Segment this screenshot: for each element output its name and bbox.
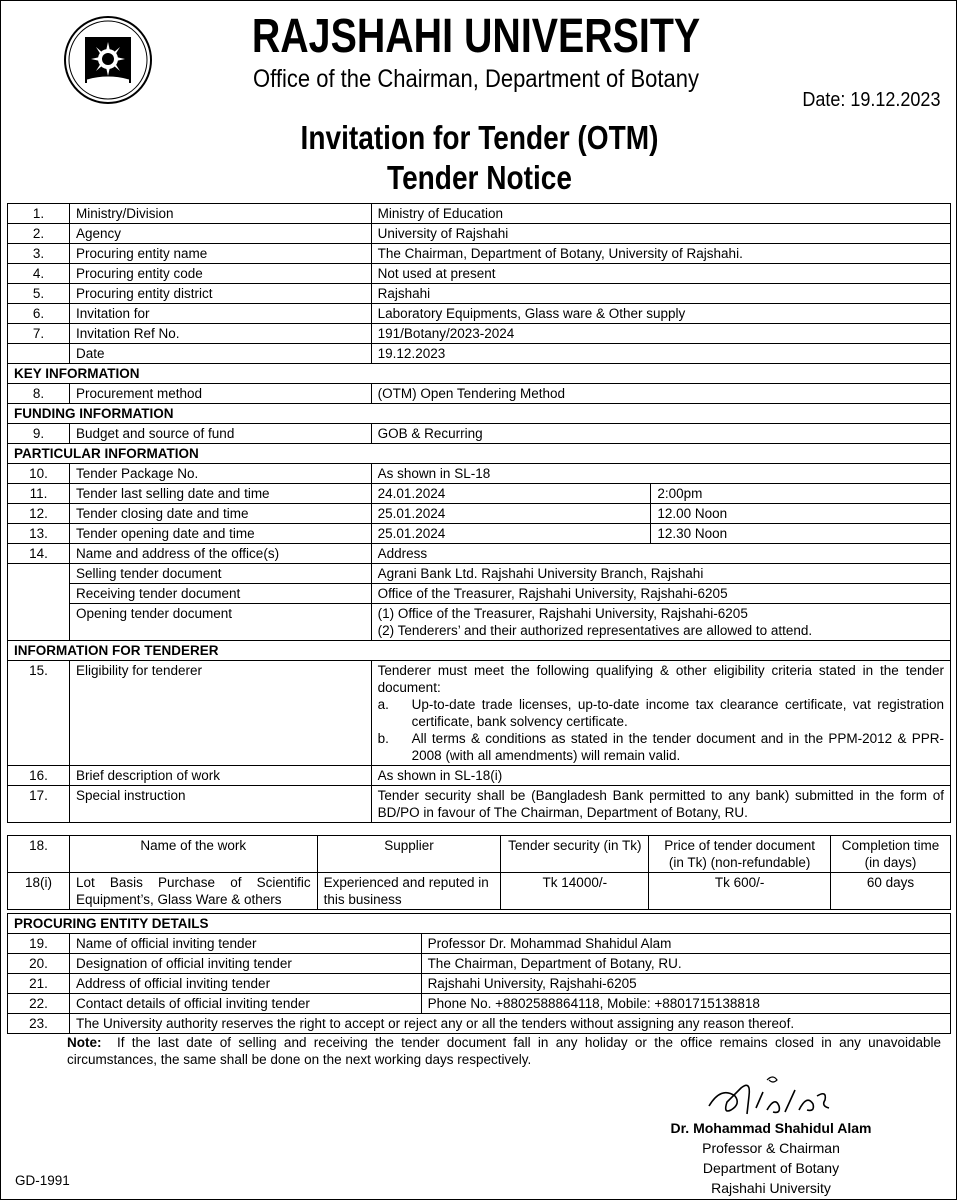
table-row: 20. Designation of official inviting tender The Chairman, Department of Botany, RU. (8, 954, 951, 974)
section-heading: KEY INFORMATION (8, 364, 951, 384)
table-row: 5. Procuring entity district Rajshahi (8, 284, 951, 304)
signatory-block (651, 1118, 891, 1198)
signatory-title: Professor & Chairman (702, 1140, 840, 1156)
signatory-name: Dr. Mohammad Shahidul Alam (670, 1120, 872, 1136)
list-item: b. All terms & conditions as stated in the tender document and in the PPM-2012 & PPR-2008 (with all amendments) will remain valid. (377, 731, 944, 763)
opening-doc-line1: (1) Office of the Treasurer, Rajshahi University, Rajshahi-6205 (377, 606, 748, 621)
table-row: 2. Agency University of Rajshahi (8, 224, 951, 244)
table-row: 18(i) Lot Basis Purchase of Scientific Equipment’s, Glass Ware & others Experienced and reputed in this business Tk 14000/- Tk 600/- 60 days (8, 873, 951, 910)
table-row: 15. Eligibility for tenderer Tenderer must meet the following qualifying & other eligibility criteria stated in the tender document: a. Up-to-date trade licenses, up-to-date income tax clearance certificate, vat registration certificate, bank solvency certificate. b. All terms & conditions as stated in the tender document and in the PPM-2012 & PPR-2008 (with all amendments) will remain valid. (8, 661, 951, 766)
note-label: Note: (67, 1035, 102, 1050)
table-row: 11. Tender last selling date and time 24.01.2024 2:00pm (8, 484, 951, 504)
notice-subtitle: Tender Notice (387, 159, 572, 196)
section-heading: PARTICULAR INFORMATION (8, 444, 951, 464)
university-logo-icon (63, 15, 153, 105)
office-name: Office of the Chairman, Department of Botany (253, 65, 699, 93)
table-row: 23. The University authority reserves the right to accept or reject any or all the tenders without assigning any reason thereof. (8, 1014, 951, 1034)
table-row: 19. Name of official inviting tender Professor Dr. Mohammad Shahidul Alam (8, 934, 951, 954)
section-heading: FUNDING INFORMATION (8, 404, 951, 424)
section-heading: PROCURING ENTITY DETAILS (8, 914, 951, 934)
section-heading: INFORMATION FOR TENDERER (8, 641, 951, 661)
table-row: 1. Ministry/Division Ministry of Education (8, 204, 951, 224)
table-row: 14. Name and address of the office(s) Address (8, 544, 951, 564)
table-row: 13. Tender opening date and time 25.01.2024 12.30 Noon (8, 524, 951, 544)
tender-table (7, 203, 951, 823)
signatory-university: Rajshahi University (711, 1180, 831, 1196)
table-row: Receiving tender document Office of the Treasurer, Rajshahi University, Rajshahi-6205 (8, 584, 951, 604)
table-row: 6. Invitation for Laboratory Equipments, Glass ware & Other supply (8, 304, 951, 324)
notice-date: Date: 19.12.2023 (801, 89, 940, 111)
university-name: RAJSHAHI UNIVERSITY (251, 10, 701, 63)
signature-mark (701, 1066, 861, 1126)
table-row: Opening tender document (1) Office of the Treasurer, Rajshahi University, Rajshahi-6205 (2) Tenderers’ and their authorized representatives are allowed to attend. (8, 604, 951, 641)
gd-code: GD-1991 (15, 1173, 70, 1188)
work-table (7, 835, 951, 910)
table-row: 10. Tender Package No. As shown in SL-18 (8, 464, 951, 484)
notice-title: Invitation for Tender (OTM) (300, 119, 659, 156)
table-row: 7. Invitation Ref No. 191/Botany/2023-2024 (8, 324, 951, 344)
footer-note (67, 1034, 941, 1068)
table-row: 21. Address of official inviting tender Rajshahi University, Rajshahi-6205 (8, 974, 951, 994)
note-text: If the last date of selling and receiving the tender document fall in any holiday or the office remains closed in any unavoidable circumstances, the same shall be done on the next working days respectively. (67, 1035, 941, 1067)
signatory-department: Department of Botany (702, 1160, 840, 1176)
opening-doc-line2: (2) Tenderers’ and their authorized representatives are allowed to attend. (377, 623, 813, 638)
table-row: 12. Tender closing date and time 25.01.2024 12.00 Noon (8, 504, 951, 524)
table-row: Date 19.12.2023 (8, 344, 951, 364)
table-row: 8. Procurement method (OTM) Open Tendering Method (8, 384, 951, 404)
list-item: a. Up-to-date trade licenses, up-to-date income tax clearance certificate, vat registration certificate, bank solvency certificate. (377, 697, 944, 729)
procuring-table (7, 913, 951, 1034)
table-row: 16. Brief description of work As shown in SL-18(i) (8, 766, 951, 786)
table-row: 9. Budget and source of fund GOB & Recurring (8, 424, 951, 444)
table-row: 17. Special instruction Tender security shall be (Bangladesh Bank permitted to any bank) submitted in the form of BD/PO in favour of The Chairman, Department of Botany, RU. (8, 786, 951, 823)
table-row: 4. Procuring entity code Not used at present (8, 264, 951, 284)
table-header-row: 18. Name of the work Supplier Tender security (in Tk) Price of tender document (in Tk) (non-refundable) Completion time (in days) (8, 836, 951, 873)
table-row: 22. Contact details of official inviting tender Phone No. +8802588864118, Mobile: +8801715138818 (8, 994, 951, 1014)
table-row: Selling tender document Agrani Bank Ltd. Rajshahi University Branch, Rajshahi (8, 564, 951, 584)
table-row: 3. Procuring entity name The Chairman, Department of Botany, University of Rajshahi. (8, 244, 951, 264)
eligibility-intro: Tenderer must meet the following qualifying & other eligibility criteria stated in the tender document: (377, 663, 944, 695)
